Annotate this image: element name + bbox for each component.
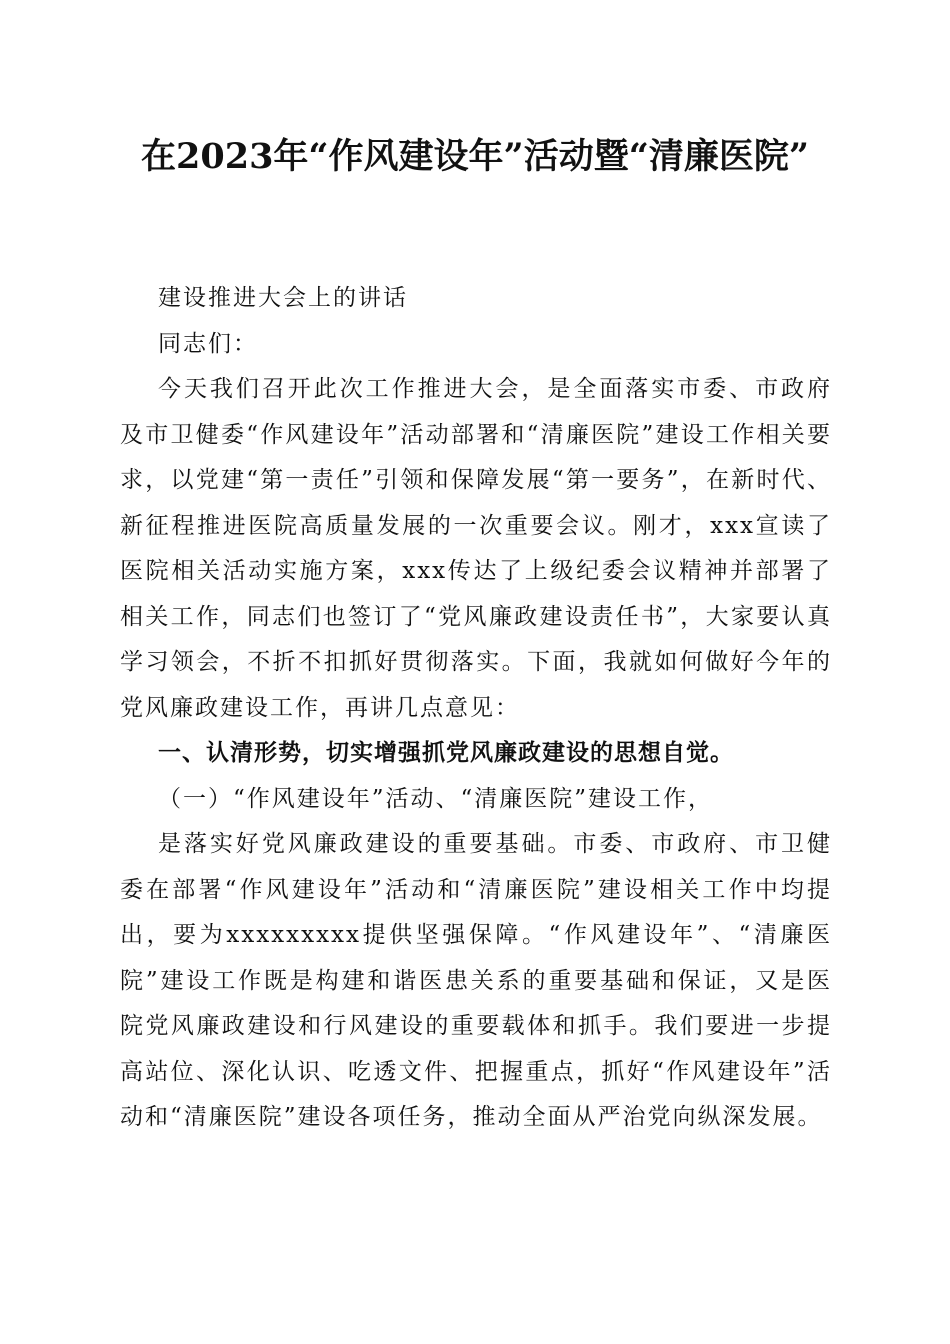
section-heading: 一、认清形势，切实增强抓党风廉政建设的思想自觉。 [158, 740, 734, 766]
document-title: 在2023年“作风建设年”活动暨“清廉医院” [141, 136, 809, 177]
paragraph: 今天我们召开此次工作推进大会，是全面落实市委、市政府及市卫健委“作风建设年”活动部署和“清廉医院”建设工作相关要求，以党建“第一责任”引领和保障发展“第一要务”，在新时代、新征程推进医院高质量发展的一次重要会议。刚才，xxx宣读了医院相关活动实施方案，xxx传达了上级纪委会议精神并部署了相关工作，同志们也签订了“党风廉政建设责任书”，大家要认真学习领会，不折不扣抓好贯彻落实。下面，我就如何做好今年的党风廉政建设工作，再讲几点意见： [120, 376, 832, 721]
salutation: 同志们： [158, 330, 258, 357]
document-subtitle: 建设推进大会上的讲话 [158, 285, 408, 311]
document-body [120, 276, 832, 1141]
paragraph: 是落实好党风廉政建设的重要基础。市委、市政府、市卫健委在部署“作风建设年”活动和“清廉医院”建设相关工作中均提出，要为xxxxxxxxx提供坚强保障。“作风建设年”、“清廉医院”建设工作既是构建和谐医患关系的重要基础和保证，又是医院党风廉政建设和行风建设的重要载体和抓手。我们要进一步提高站位、深化认识、吃透文件、把握重点，抓好“作风建设年”活动和“清廉医院”建设各项任务，推动全面从严治党向纵深发展。 [120, 831, 832, 1130]
subsection-heading: （一）“作风建设年”活动、“清廉医院”建设工作， [158, 785, 714, 812]
